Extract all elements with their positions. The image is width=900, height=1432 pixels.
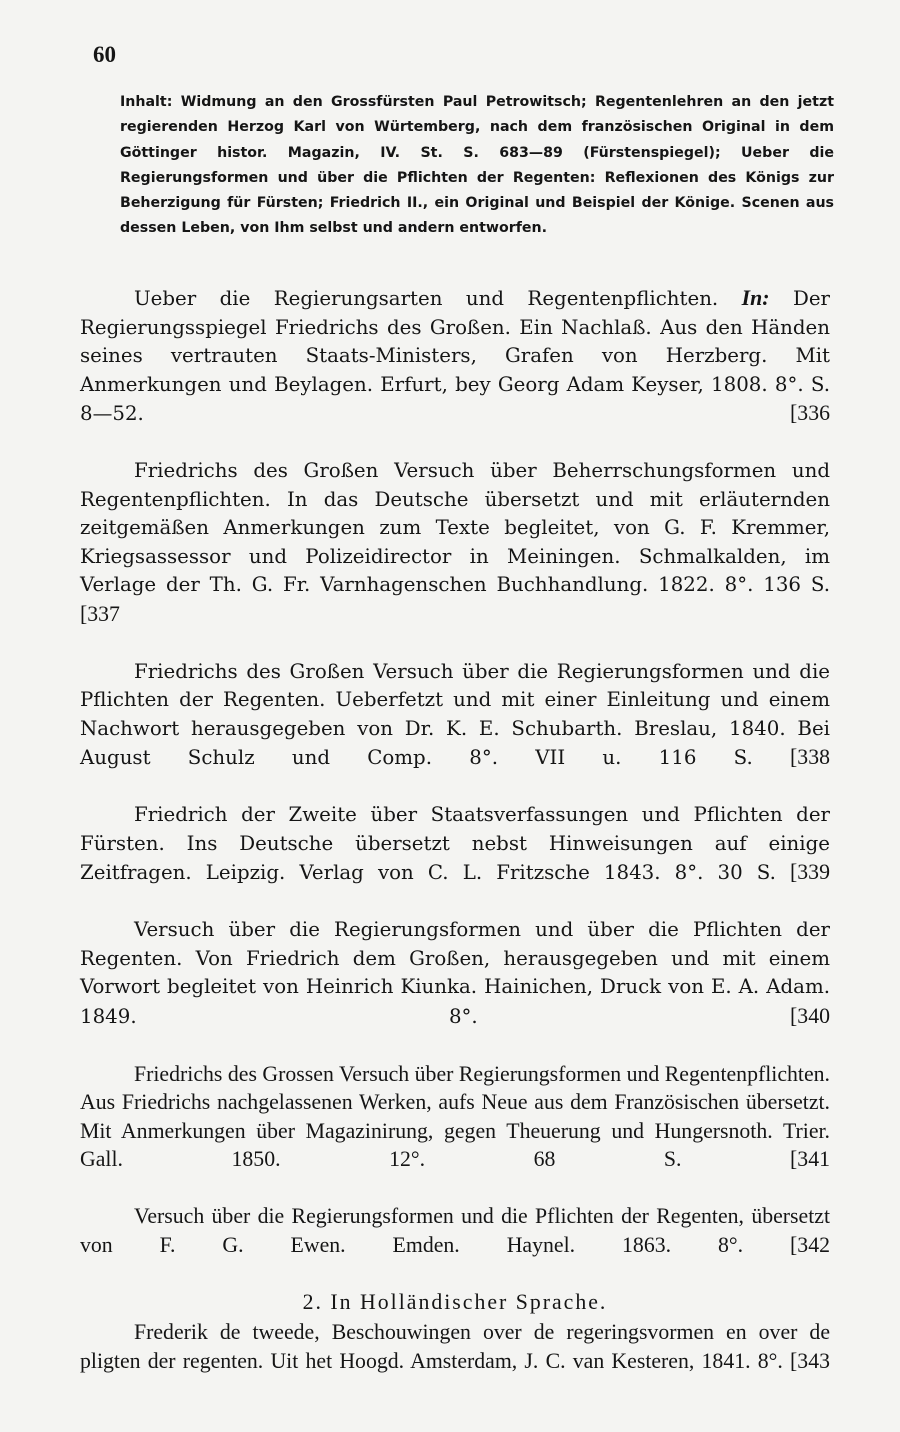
entry-text: Friedrichs des Grossen Versuch über Regierungsformen und Regentenpflichten. Aus Friedrichs nachgelassenen Werken, aufs Neue aus dem Französischen übersetzt. Mit Anmerkungen über Magazinirung, gegen Theuerung und Hungersnoth. Trier. Gall. 1850. 12°. 68 S.: [80, 1061, 830, 1171]
entry-text: Versuch über die Regierungsformen und die Pflichten der Regenten, übersetzt von F. G. Ewen. Emden. Haynel. 1863. 8°.: [80, 1204, 830, 1257]
entry-number: [341: [790, 1147, 831, 1171]
entry-number: [339: [790, 860, 830, 884]
entry-337: [80, 457, 830, 629]
entry-336: [80, 284, 830, 429]
bibliography-entries: [80, 284, 830, 1375]
entry-number: [340: [790, 1003, 830, 1028]
entry-number: [342: [790, 1232, 831, 1257]
entry-text: Friedrichs des Großen Versuch über Beherrschungsformen und Regentenpflichten. In das Deutsche übersetzt und mit erläuternden zeitgemäßen Anmerkungen zum Texte begleitet, von G. F. Kremmer, Kriegsassessor und Polizeidirector in Meiningen. Schmalkalden, im Verlage der Th. G. Fr. Varnhagenschen Buchhandlung. 1822. 8°. 136 S.: [80, 459, 830, 596]
contents-note: Inhalt: Widmung an den Grossfürsten Paul Petrowitsch; Regentenlehren an den jetzt regierenden Herzog Karl von Würtemberg, nach dem französischen Original in dem Göttinger histor. Magazin, IV. St. S. 683—89 (Fürstenspiegel); Ueber die Regierungsformen und über die Pflichten der Regenten: Reflexionen des Königs zur Beherzigung für Fürsten; Friedrich II., ein Original und Beispiel der Könige. Scenen aus dessen Leben, von Ihm selbst und andern entworfen.: [120, 94, 834, 237]
entry-number: [337: [80, 601, 120, 626]
entry-343: [80, 1318, 830, 1375]
entry-number: [343: [790, 1348, 830, 1373]
entry-text: Der Regierungsspiegel Friedrichs des Großen. Ein Nachlaß. Aus den Händen seines vertrauten Staats-Ministers, Grafen von Herzberg. Mit Anmerkungen und Beylagen. Erfurt, bey Georg Adam Keyser, 1808. 8°. S. 8—52.: [80, 287, 830, 425]
in-label: In:: [741, 286, 770, 310]
entry-number: [336: [790, 401, 830, 425]
entry-341: [80, 1060, 830, 1174]
entry-342: [80, 1202, 830, 1259]
entry-number: [338: [790, 745, 830, 769]
entry-340: [80, 916, 830, 1031]
entry-text: Ueber die Regierungsarten und Regentenpflichten.: [134, 287, 719, 310]
entry-text: Friedrich der Zweite über Staatsverfassungen und Pflichten der Fürsten. Ins Deutsche übersetzt nebst Hinweisungen auf einige Zeitfragen. Leipzig. Verlag von C. L. Fritzsche 1843. 8°. 30 S.: [80, 803, 830, 884]
entry-text: Versuch über die Regierungsformen und über die Pflichten der Regenten. Von Friedrich dem Großen, herausgegeben und mit einem Vorwort begleitet von Heinrich Kiunka. Hainichen, Druck von E. A. Adam. 1849. 8°.: [80, 918, 830, 1028]
entry-text: Frederik de tweede, Beschouwingen over de regeringsvormen en over de pligten der regenten. Uit het Hoogd. Amsterdam, J. C. van Kesteren, 1841. 8°.: [80, 1320, 830, 1373]
entry-338: [80, 658, 830, 773]
entry-339: [80, 801, 830, 888]
page-number: 60: [93, 42, 116, 67]
section-heading: 2. In Holländischer Sprache.: [302, 1289, 608, 1314]
entry-text: Friedrichs des Großen Versuch über die Regierungsformen und die Pflichten der Regenten. Ueberfetzt und mit einer Einleitung und einem Nachwort herausgegeben von Dr. K. E. Schubarth. Breslau, 1840. Bei August Schulz und Comp. 8°. VII u. 116 S.: [80, 659, 830, 769]
